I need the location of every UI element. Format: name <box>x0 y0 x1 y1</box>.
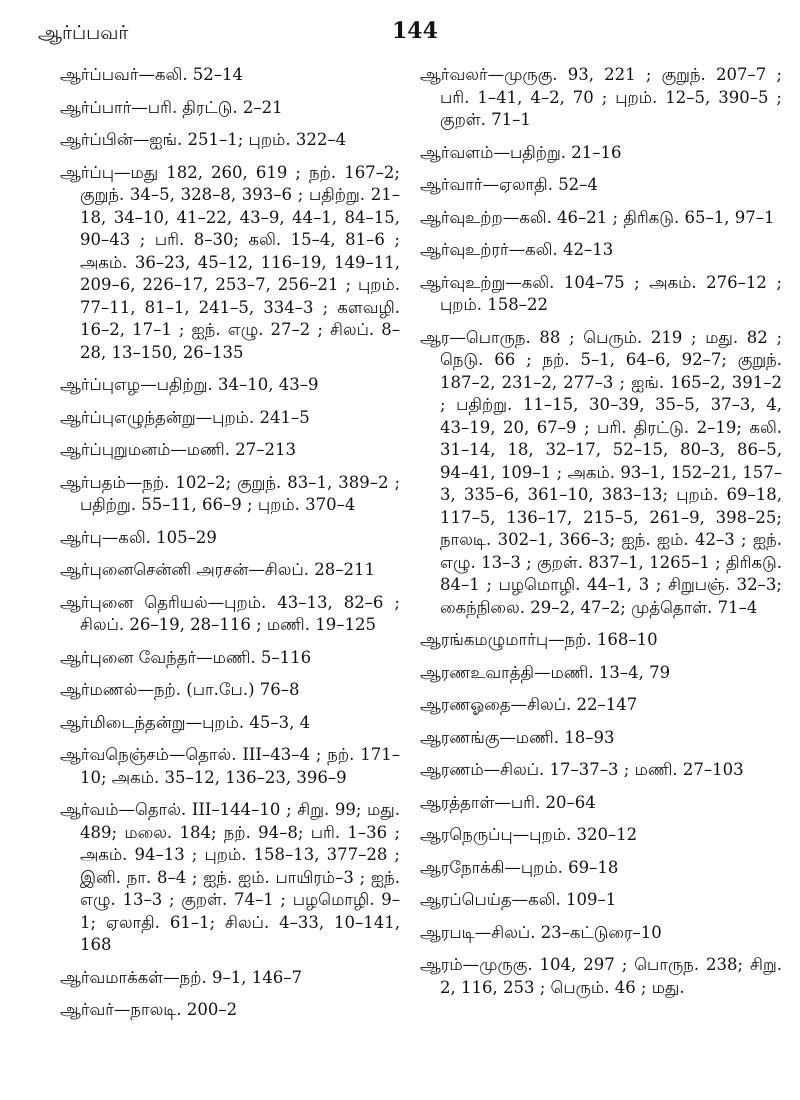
index-entry: ஆர்வம்—தொல். III–144–10 ; சிறு. 99; மது. 489; மலை. 184; நற். 94–8; பரி. 1–36 ; அகம். 94–13 ; புறம். 158–13, 377–28 ; இனி. நா. 8–4 ; ஐந். ஐம். பாயிரம்–3 ; ஐந். எழு. 13–3 ; குறள். 74–1 ; பழமொழி. 9–1; ஏலாதி. 61–1; சிலப். 4–33, 10–141, 168 <box>60 800 400 954</box>
left-column <box>60 64 400 1032</box>
index-entry: ஆரநோக்கி—புறம். 69–18 <box>420 857 619 877</box>
index-entry: ஆர்பதம்—நற். 102–2; குறுந். 83–1, 389–2 ; பதிற்று. 55–11, 66–9 ; புறம். 370–4 <box>60 472 400 514</box>
index-entry: ஆர்வநெஞ்சம்—தொல். III–43–4 ; நற். 171–10; அகம். 35–12, 136–23, 396–9 <box>60 745 400 787</box>
index-entry: ஆரங்கமழுமார்பு—நற். 168–10 <box>420 630 658 649</box>
index-entry: ஆரணம்—சிலப். 17–37–3 ; மணி. 27–103 <box>420 760 744 779</box>
index-entry: ஆர்வர்—நாலடி. 200–2 <box>60 1000 238 1019</box>
index-entry: ஆர—பொருந. 88 ; பெரும். 219 ; மது. 82 ; நெடு. 66 ; நற். 5–1, 64–6, 92–7; குறுந். 187–2, 231–2, 277–3 ; ஐங். 165–2, 391–2 ; பதிற்று. 11–15, 30–39, 35–5, 37–3, 4, 43–19, 20, 67–9 ; பரி. திரட்டு. 2–19; கலி. 31–14, 18, 32–17, 52–15, 80–3, 86–5, 94–41, 109–1 ; அகம். 93–1, 152–21, 157–3, 335–6, 361–10, 383–13; புறம். 69–18, 117–5, 136–17, 215–5, 261–9, 398–25; நாலடி. 302–1, 366–3; ஐந். ஐம். 42–3 ; ஐந். எழு. 13–3 ; குறள். 837–1, 1265–1 ; திரிகடு. 84–1 ; பழமொழி. 44–1, 3 ; சிறுபஞ். 32–3; கைந்நிலை. 29–2, 47–2; முத்தொள். 71–4 <box>420 327 782 617</box>
index-entry: ஆர்ப்புஎழுந்தன்று—புறம். 241–5 <box>60 407 310 427</box>
index-entry: ஆர்மணல்—நற். (பா.பே.) 76–8 <box>60 680 300 699</box>
index-entry: ஆர்ப்பார்—பரி. திரட்டு. 2–21 <box>60 97 283 117</box>
index-entry: ஆர்வார்—ஏலாதி. 52–4 <box>420 175 598 194</box>
page-header <box>0 18 800 54</box>
index-entry: ஆர்ப்புறுமனம்—மணி. 27–213 <box>60 440 296 459</box>
index-entry: ஆரப்பெய்த—கலி. 109–1 <box>420 890 617 909</box>
index-entry: ஆர்வமாக்கள்—நற். 9–1, 146–7 <box>60 967 302 987</box>
index-entry: ஆர்புனைசென்னி அரசன்—சிலப். 28–211 <box>60 560 375 579</box>
index-entry: ஆர்ப்பின்—ஐங். 251–1; புறம். 322–4 <box>60 130 347 149</box>
index-entry: ஆர்புனை வேந்தர்—மணி. 5–116 <box>60 647 312 667</box>
index-entry: ஆர்ப்பவர்—கலி. 52–14 <box>60 65 244 84</box>
index-entry: ஆர்வுஉற்ற—கலி. 46–21 ; திரிகடு. 65–1, 97–1 <box>420 207 775 227</box>
index-entry: ஆர்வுஉற்ரர்—கலி. 42–13 <box>420 240 614 259</box>
index-entry: ஆரணஉவாத்தி—மணி. 13–4, 79 <box>420 662 671 682</box>
index-entry: ஆரத்தாள்—பரி. 20–64 <box>420 792 596 812</box>
index-entry: ஆர்வுஉற்று—கலி. 104–75 ; அகம். 276–12 ; புறம். 158–22 <box>420 272 782 314</box>
guide-word: ஆர்ப்பவர் <box>38 22 129 44</box>
page-number: 144 <box>392 18 438 44</box>
right-column <box>420 64 782 1009</box>
index-entry: ஆர்வலர்—முருகு. 93, 221 ; குறுந். 207–7 ; பரி. 1–41, 4–2, 70 ; புறம். 12–5, 390–5 ; குறள். 71–1 <box>420 65 782 129</box>
index-entry: ஆர்வளம்—பதிற்று. 21–16 <box>420 142 622 162</box>
index-entry: ஆரணஓதை—சிலப். 22–147 <box>420 695 638 714</box>
index-entry: ஆரநெருப்பு—புறம். 320–12 <box>420 825 638 844</box>
index-entry: ஆர்ப்பு—மது 182, 260, 619 ; நற். 167–2; குறுந். 34–5, 328–8, 393–6 ; பதிற்று. 21–18, 34–10, 41–22, 43–9, 44–1, 84–15, 90–43 ; பரி. 8–30; கலி. 15–4, 81–6 ; அகம். 36–23, 45–12, 116–19, 149–11, 209–6, 226–17, 253–7, 256–21 ; புறம். 77–11, 81–1, 241–5, 334–3 ; களவழி. 16–2, 17–1 ; ஐந். எழு. 27–2 ; சிலப். 8–28, 13–150, 26–135 <box>60 162 400 362</box>
index-entry: ஆர்ப்புஎழ—பதிற்று. 34–10, 43–9 <box>60 375 319 394</box>
index-entry: ஆரணங்கு—மணி. 18–93 <box>420 727 615 747</box>
index-entry: ஆர்மிடைந்தன்று—புறம். 45–3, 4 <box>60 712 311 732</box>
index-entry: ஆரபடி—சிலப். 23–கட்டுரை–10 <box>420 922 662 942</box>
index-entry: ஆர்புனை தெரியல்—புறம். 43–13, 82–6 ; சிலப். 26–19, 28–116 ; மணி. 19–125 <box>60 592 400 634</box>
index-entry: ஆர்பு—கலி. 105–29 <box>60 527 217 547</box>
index-entry: ஆரம்—முருகு. 104, 297 ; பொருந. 238; சிறு. 2, 116, 253 ; பெரும். 46 ; மது. <box>420 955 782 997</box>
